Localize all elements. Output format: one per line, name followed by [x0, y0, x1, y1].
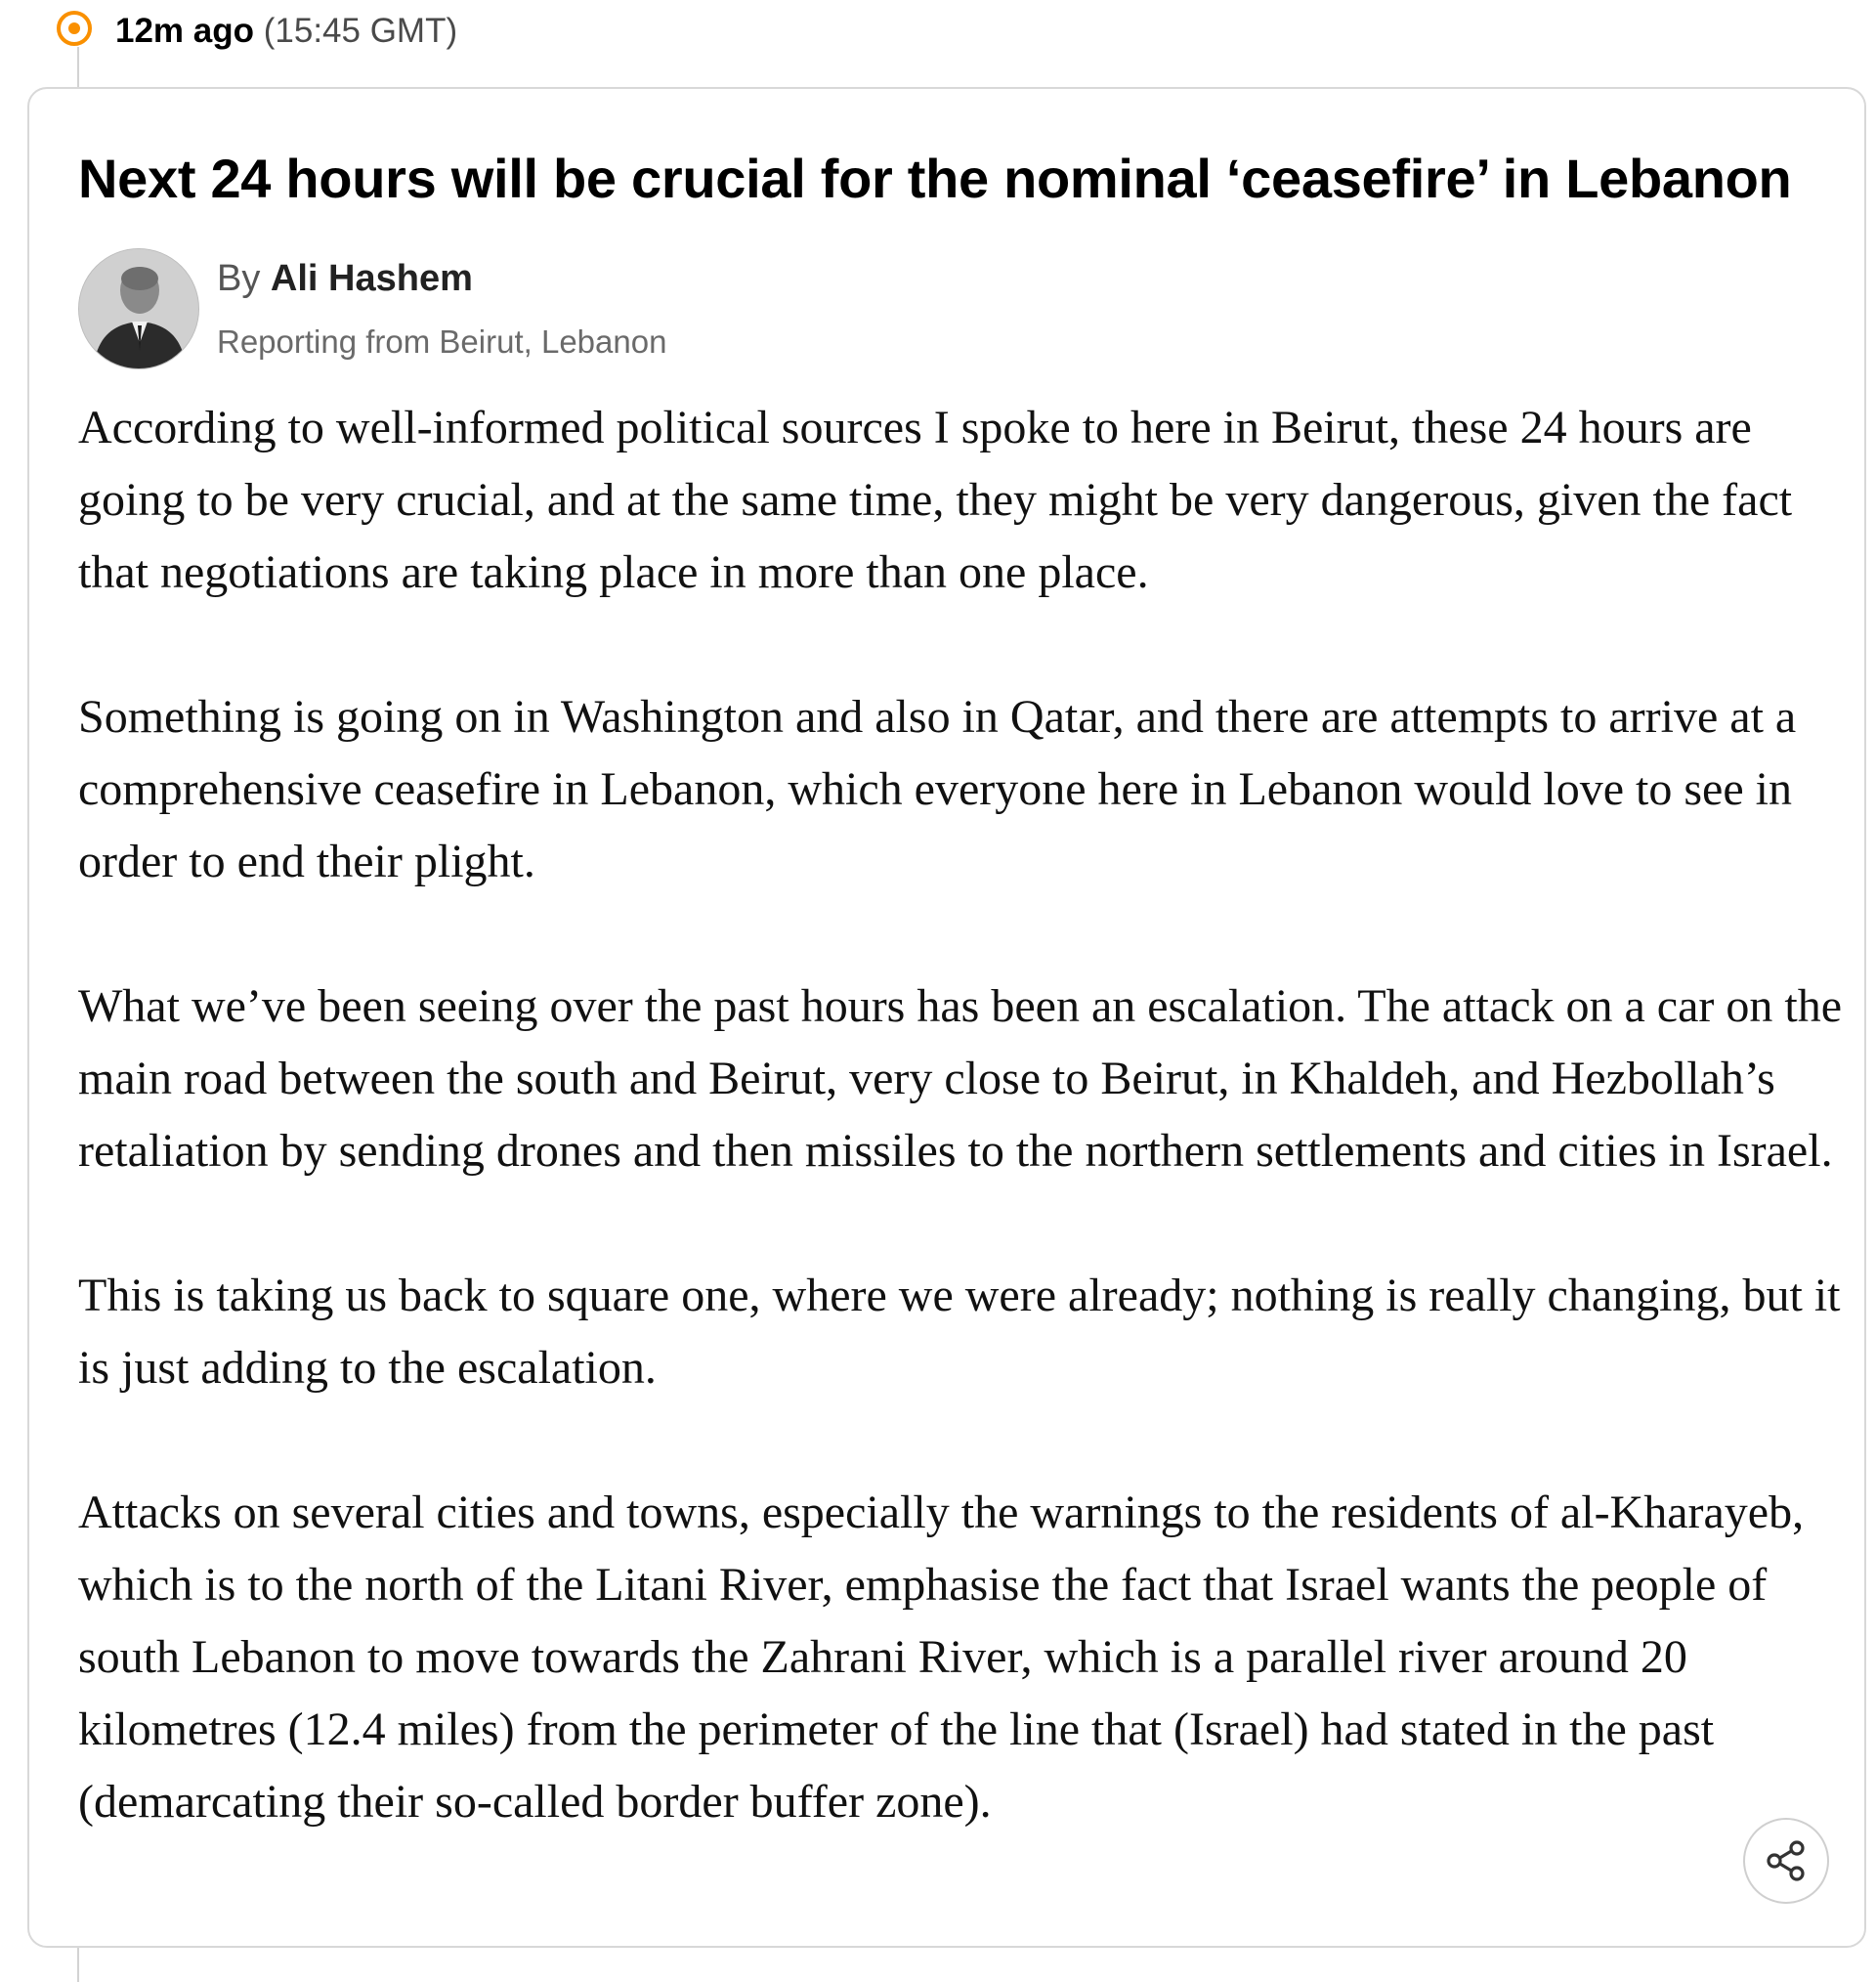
author-name[interactable]: Ali Hashem: [270, 258, 473, 299]
time-ago: 12m ago: [115, 12, 254, 50]
reporting-location: Reporting from Beirut, Lebanon: [217, 323, 667, 360]
live-indicator-core: [68, 22, 80, 34]
share-button[interactable]: [1743, 1818, 1829, 1904]
post-body: [78, 392, 1856, 1838]
share-icon: [1764, 1838, 1809, 1883]
live-blog-post: [27, 87, 1866, 1948]
author-photo-icon: [79, 249, 199, 369]
time-gmt: (15:45 GMT): [263, 12, 458, 50]
paragraph: Something is going on in Washington and also in Qatar, and there are attempts to arrive at a comprehensive ceasefire in Lebanon, which everyone here in Lebanon would love to see in order to end their plight.: [78, 691, 1797, 887]
paragraph: Attacks on several cities and towns, especially the warnings to the residents of al-Kharayeb, which is to the north of the Litani River, emphasise the fact that Israel wants the people of south Lebanon to move towards the Zahrani River, which is a parallel river around 20 kilometres (12.4 miles) from the perimeter of the line that (Israel) had stated in the past (demarcating their so-called border buffer zone).: [78, 1486, 1805, 1828]
byline-prefix: By: [217, 258, 261, 299]
post-timestamp: [115, 12, 457, 51]
paragraph: This is taking us back to square one, where we were already; nothing is really changing, but it is just adding to the escalation.: [78, 1270, 1841, 1394]
byline-author: [217, 256, 473, 301]
live-indicator-icon: [57, 11, 92, 46]
post-headline: Next 24 hours will be crucial for the nominal ‘ceasefire’ in Lebanon: [78, 148, 1792, 209]
byline: [78, 248, 958, 371]
paragraph: According to well-informed political sources I spoke to here in Beirut, these 24 hours are going to be very crucial, and at the same time, they might be very dangerous, given the fact that negotiations are taking place in more than one place.: [78, 402, 1793, 598]
author-avatar[interactable]: [78, 248, 199, 369]
paragraph: What we’ve been seeing over the past hours has been an escalation. The attack on a car on the main road between the south and Beirut, very close to Beirut, in Khaldeh, and Hezbollah’s retaliation by sending drones and then missiles to the northern settlements and cities in Israel.: [78, 980, 1843, 1177]
